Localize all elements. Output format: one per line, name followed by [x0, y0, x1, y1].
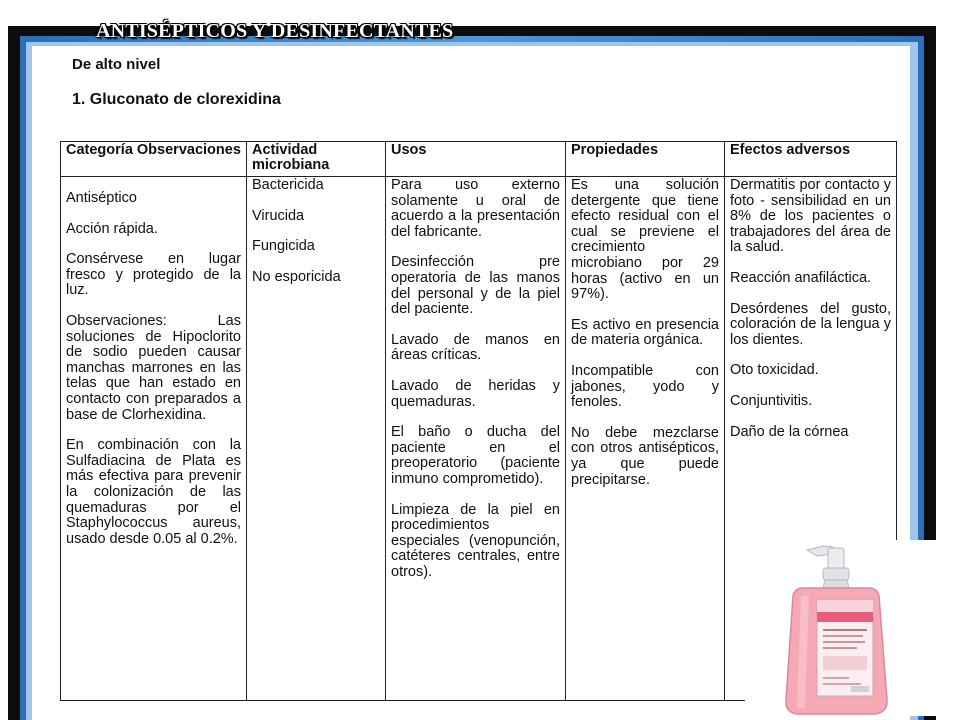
- categoria-item: Consérvese en lugar fresco y protegido de la luz.: [66, 251, 241, 299]
- propiedades-item: Es activo en presencia de materia orgánica.: [571, 316, 719, 349]
- efectos-item: Conjuntivitis.: [730, 392, 813, 409]
- actividad-item: Virucida: [252, 207, 305, 224]
- header-categoria: Categoría Observaciones: [61, 142, 247, 177]
- header-usos: Usos: [386, 142, 566, 177]
- usos-item: El baño o ducha del paciente en el preoperatorio (paciente inmuno comprometido).: [391, 424, 560, 487]
- header-propiedades: Propiedades: [566, 142, 725, 177]
- categoria-item: Acción rápida.: [66, 220, 158, 237]
- efectos-item: Dermatitis por contacto y foto - sensibilidad en un 8% de los pacientes o trabajadores del área de la salud.: [730, 177, 891, 256]
- efectos-item: Desórdenes del gusto, coloración de la lengua y los dientes.: [730, 300, 891, 348]
- slide-title: ANTISÉPTICOS Y DESINFECTANTES: [96, 20, 454, 42]
- usos-item: Lavado de manos en áreas críticas.: [391, 331, 560, 364]
- usos-item: Para uso externo solamente u oral de acuerdo a la presentación del fabricante.: [391, 177, 560, 240]
- cell-propiedades: [566, 177, 725, 701]
- usos-item: Desinfección pre operatoria de las manos del personal y de la piel del paciente.: [391, 254, 560, 318]
- categoria-item: Antiséptico: [66, 190, 137, 206]
- product-photo: [745, 540, 952, 716]
- cell-categoria: [61, 177, 247, 701]
- categoria-item: En combinación con la Sulfadiacina de Plata es más efectiva para prevenir la colonización de las quemaduras por el Staphylococcus aureus, usado desde 0.05 al 0.2%.: [66, 437, 241, 547]
- efectos-item: Oto toxicidad.: [730, 362, 819, 379]
- item-heading: 1. Gluconato de clorexidina: [72, 91, 281, 108]
- actividad-item: Bactericida: [252, 177, 324, 193]
- propiedades-item: No debe mezclarse con otros antisépticos, ya que puede precipitarse.: [571, 424, 719, 488]
- cell-usos: [386, 177, 566, 701]
- level-heading: De alto nivel: [72, 56, 161, 73]
- propiedades-item: Incompatible con jabones, yodo y fenoles.: [571, 362, 719, 411]
- table-header-row: [61, 142, 897, 177]
- cell-actividad: [247, 177, 386, 701]
- efectos-item: Daño de la córnea: [730, 423, 849, 440]
- actividad-item: No esporicida: [252, 268, 341, 285]
- usos-item: Limpieza de la piel en procedimientos especiales (venopunción, catéteres centrales, entre otros).: [391, 501, 560, 580]
- usos-item: Lavado de heridas y quemaduras.: [391, 377, 560, 410]
- propiedades-item: Es una solución detergente que tiene efecto residual con el cual se previene el crecimiento microbiano por 29 horas (activo en un 97%).: [571, 177, 719, 303]
- header-efectos: Efectos adversos: [725, 142, 897, 177]
- header-actividad: Actividad microbiana: [247, 142, 386, 177]
- actividad-item: Fungicida: [252, 238, 315, 255]
- efectos-item: Reacción anafiláctica.: [730, 269, 872, 286]
- categoria-item: Observaciones: Las soluciones de Hipoclorito de sodio pueden causar manchas marrones en las telas que han estado en contacto con preparados a base de Clorhexidina.: [66, 312, 241, 423]
- soap-bottle-icon: [745, 540, 952, 716]
